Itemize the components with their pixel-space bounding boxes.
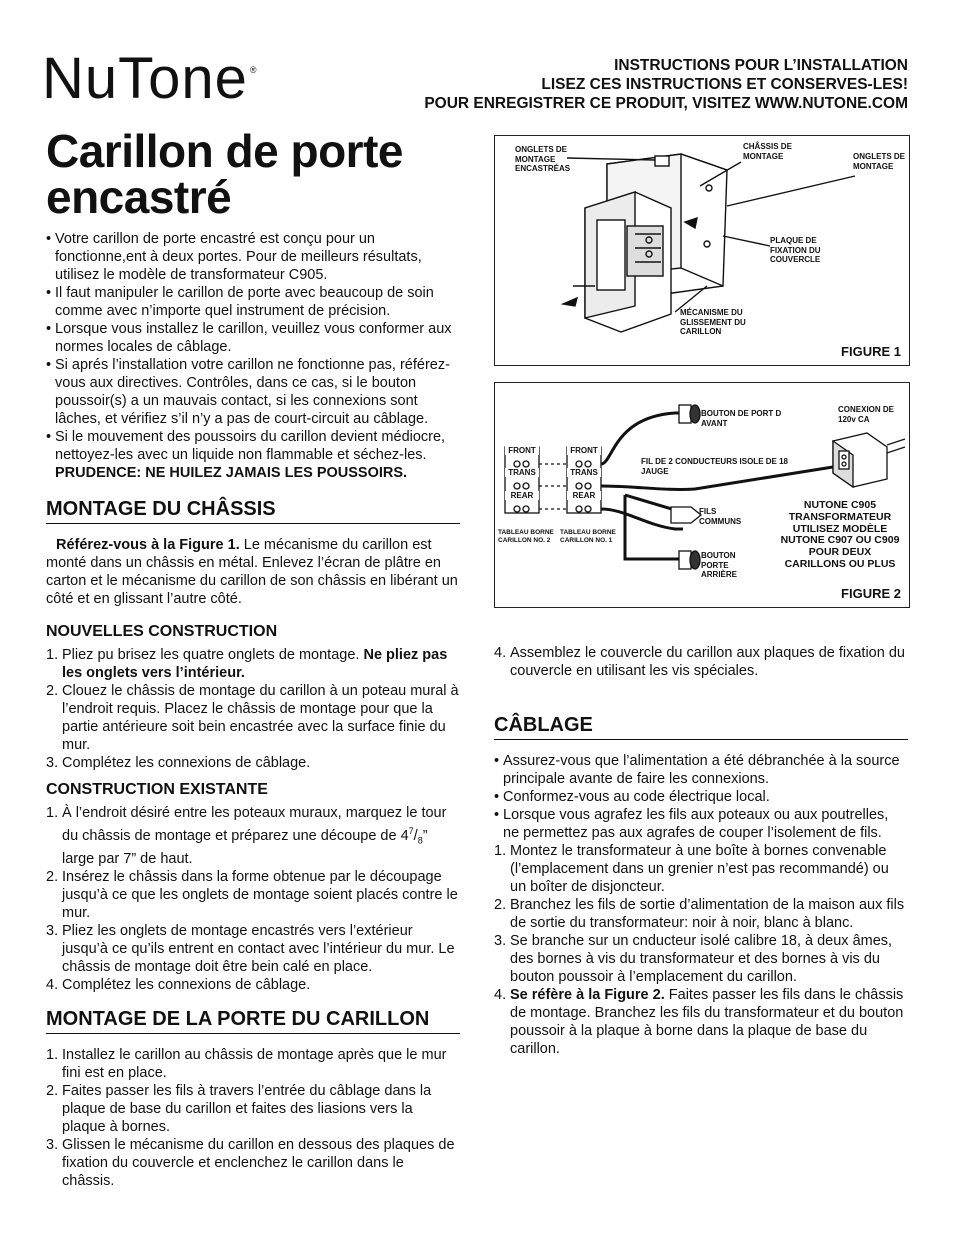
terminal-board-2-front: FRONT [505,446,539,455]
intro-item: • Il faut manipuler le carillon de porte avec beaucoup de soin comme avec n’importe quel instrument de précision. [46,284,460,320]
left-column [46,230,460,1190]
montage-porte-steps [46,1046,460,1190]
list-item: 1. Pliez pu brisez les quatre onglets de montage. Ne pliez pas les onglets vers l’intérieur. [46,647,448,681]
list-item: 2. Clouez le châssis de montage du carillon à un poteau mural à l’endroit requis. Placez le châssis de montage pour que la partie antérieure soit bein encastrée avec la surface finie du mur. [46,683,459,753]
fig1-label-onglets: ONGLETS DE MONTAGE [853,152,906,171]
list-item: 2. Insérez le châssis dans la forme obtenue par le découpage jusqu’à ce que les onglets de montage soient placés contre le mur. [46,868,458,921]
fig2-label-tableau2: TABLEAU BORNE CARILLON NO. 2 [498,529,554,544]
subheading-nouvelles: NOUVELLES CONSTRUCTION [46,623,278,640]
subheading-existante: CONSTRUCTION EXISTANTE [46,781,268,798]
list-item: 1. À l’endroit désiré entre les poteaux muraux, marquez le tour du châssis de montage et préparez une découpe de $4^7/_8$” large par 7” de haut. [46,805,447,867]
figure-2-caption: FIGURE 2 [841,586,901,601]
terminal-board-1-trans: TRANS [567,468,601,477]
list-item: 3. Pliez les onglets de montage encastrés vers l’extérieur jusqu’à ce qu’ils entrent en contact avec l’intérieur du mur. Le châssis de montage doit être bein calé en place. [46,922,455,975]
fig2-label-tableau1: TABLEAU BORNE CARILLON NO. 1 [560,529,616,544]
header-line-3: POUR ENREGISTRER CE PRODUIT, VISITEZ WWW.NUTONE.COM [424,95,908,112]
fig2-label-fil: FIL DE 2 CONDUCTEURS ISOLE DE 18 JAUGE [641,457,788,476]
list-item: • Conformez-vous au code électrique local. [494,788,908,806]
list-item: 2. Faites passer les fils à travers l’entrée du câblage dans la plaque de base du carillon et faites des liasions vers la plaque à bornes. [46,1082,432,1135]
intro-item: • Votre carillon de porte encastré est conçu pour un fonctionne,ent à deux portes. Pour de meilleurs résultats, utilisez le modèle de transformateur C905. [46,230,460,284]
right-column [494,644,908,1058]
fig2-label-connexion: CONEXION DE 120v CA [838,405,895,424]
terminal-board-1-front: FRONT [567,446,601,455]
cablage-bullets [494,752,908,842]
cablage-steps [494,842,908,1058]
list-item: • Assurez-vous que l’alimentation a été débranchée à la source principale avante de faire les connexions. [494,752,908,788]
fig1-label-onglets-encastres: ONGLETS DE MONTAGE ENCASTRÉAS [515,145,571,173]
list-item: 2. Branchez les fils de sortie d’alimentation de la maison aux fils de sortie du transformateur: noir à noir, blanc à blanc. [494,897,905,931]
terminal-board-2-trans: TRANS [505,468,539,477]
fig2-label-transformateur: NUTONE C905 TRANSFORMATEUR UTILISEZ MODÈLE NUTONE C907 OU C909 POUR DEUX CARILLONS OU PLUS [780,499,900,570]
fig2-label-bouton-avant: BOUTON DE PORT D AVANT [701,409,782,428]
list-item: 4. Se réfère à la Figure 2. Faites passer les fils dans le châssis de montage. Branchez les fils du transformateur et du bouton poussoir à la plaque à borne dans la plaque de base du carillon. [494,987,904,1057]
fig1-label-mecanisme: MÉCANISME DU GLISSEMENT DU CARILLON [680,308,746,336]
header-block [424,56,908,113]
list-item: 1. Montez le transformateur à une boîte à bornes convenable (l’emplacement dans un grenier n’est pas recommandé) ou un boîter de disjoncteur. [494,843,889,895]
section-heading-montage-chassis: MONTAGE DU CHÂSSIS [46,498,460,524]
fig2-label-fils-communs: FILS COMMUNS [699,507,742,526]
terminal-board-1-rear: REAR [567,491,601,500]
list-item: • Lorsque vous agrafez les fils aux poteaux ou aux poutrelles, ne permettez pas aux agrafes de couper l’isolement de fils. [494,806,908,842]
figure-1 [494,135,910,366]
list-item: 3. Complétez les connexions de câblage. [46,755,311,771]
list-item: 3. Glissen le mécanisme du carillon en dessous des plaques de fixation du couvercle et enclenchez le carillon dans le châssis. [46,1136,455,1189]
fig1-label-plaque: PLAQUE DE FIXATION DU COUVERCLE [770,236,821,264]
montage-chassis-text: Référez-vous à la Figure 1. Le mécanisme du carillon est monté dans un châssis en métal. Enlevez l’écran de plâtre en carton et le mécanisme du carillon de son châssis en libérant un côté et en glissant l’autre côté. [46,537,458,607]
list-item: 1. Installez le carillon au châssis de montage après que le mur fini est en place. [46,1046,447,1081]
figure-1-caption: FIGURE 1 [841,344,901,359]
list-item: 4. Complétez les connexions de câblage. [46,976,311,993]
nouvelles-steps [46,646,460,772]
list-item: 4. Assemblez le couvercle du carillon aux plaques de fixation du couvercle en utilisant les vis spéciales. [494,645,905,679]
intro-item: • Lorsque vous installez le carillon, veuillez vous conformer aux normes locales de câblage. [46,320,460,356]
section-heading-cablage: CÂBLAGE [494,714,908,740]
montage-porte-steps-continued [494,644,908,680]
figure-2 [494,382,910,608]
section-heading-montage-porte: MONTAGE DE LA PORTE DU CARILLON [46,1008,460,1034]
header-line-2: LISEZ CES INSTRUCTIONS ET CONSERVES-LES! [541,76,908,93]
page-title: Carillon de porte encastré [46,125,403,223]
nutone-logo: NuTone ® [42,46,258,111]
list-item: 3. Se branche sur un cnducteur isolé calibre 18, à deux âmes, des bornes à vis du transformateur et des bornes à vis du bouton poussoir à l’emplacement du carillon. [494,933,893,985]
intro-list [46,230,460,482]
fig2-label-bouton-arriere: BOUTON PORTE ARRIÈRE [701,551,738,579]
intro-item: • Si le mouvement des poussoirs du carillon devient médiocre, nettoyez-les avec un liquide non flammable et séchez-les. PRUDENCE: NE HUILEZ JAMAIS LES POUSSOIRS. [46,428,460,482]
existante-steps [46,804,460,994]
fig1-label-chassis: CHÂSSIS DE MONTAGE [743,142,792,161]
terminal-board-2-rear: REAR [505,491,539,500]
header-line-1: INSTRUCTIONS POUR L’INSTALLATION [614,57,908,74]
intro-item: • Si aprés l’installation votre carillon ne fonctionne pas, référez-vous aux directives. Contrôles, dans ce cas, si le bouton poussoir(s) a un mauvais contact, si les connexions sont lâches, et vérifiez s’il n’y a pas de court-circuit au câblage. [46,356,460,428]
